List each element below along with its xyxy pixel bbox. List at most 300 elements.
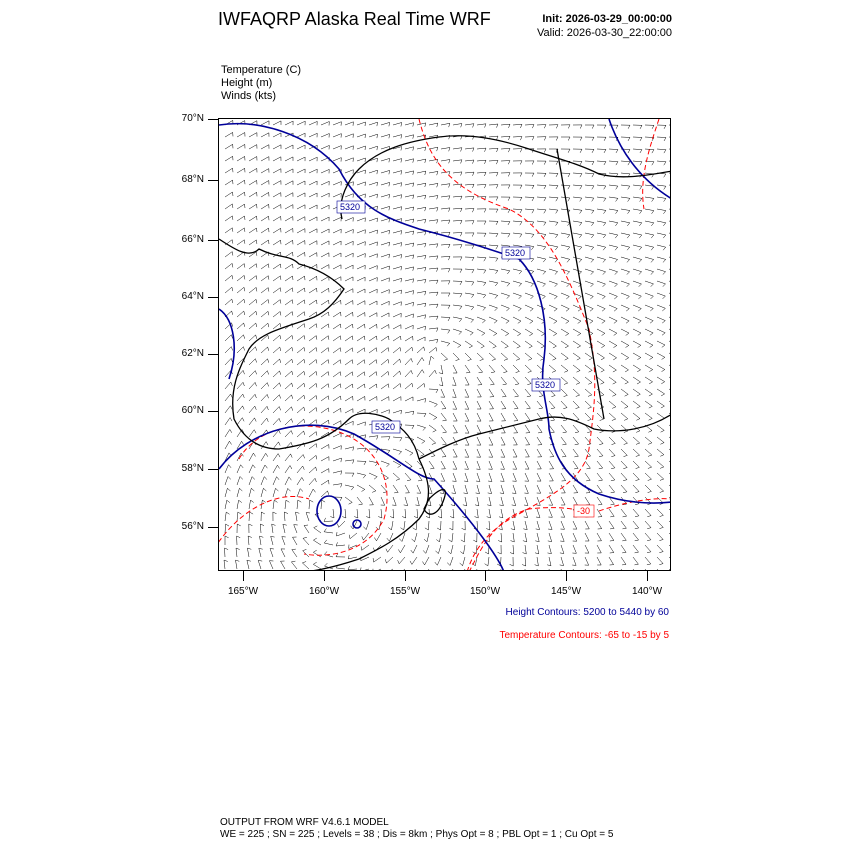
wind-barb bbox=[621, 461, 627, 468]
wind-barb-feather bbox=[427, 505, 431, 506]
wind-barb bbox=[537, 473, 541, 481]
wind-barb-feather bbox=[304, 347, 305, 351]
wind-barb bbox=[393, 123, 402, 126]
wind-barb-feather bbox=[426, 516, 430, 518]
wind-barb-feather bbox=[442, 444, 446, 445]
wind-barb-feather bbox=[523, 541, 527, 542]
wind-barb bbox=[369, 313, 377, 317]
wind-barb-feather bbox=[614, 309, 617, 312]
wind-barb bbox=[438, 545, 441, 554]
wind-barb-feather bbox=[649, 382, 653, 384]
wind-barb-feather bbox=[496, 258, 498, 261]
wind-barb bbox=[436, 569, 441, 571]
wind-barb bbox=[336, 568, 345, 569]
wind-barb bbox=[585, 161, 594, 162]
wind-barb-feather bbox=[390, 517, 394, 519]
wind-barb bbox=[345, 497, 352, 502]
wind-barb-feather bbox=[495, 283, 498, 286]
wind-barb-feather bbox=[328, 360, 329, 364]
wind-barb-feather bbox=[556, 173, 558, 177]
wind-barb-feather bbox=[289, 477, 291, 480]
wind-barb-feather bbox=[340, 497, 342, 501]
wind-barb bbox=[657, 401, 664, 406]
wind-barb-feather bbox=[603, 223, 605, 226]
wind-barb bbox=[237, 323, 244, 329]
wind-barb-feather bbox=[637, 394, 641, 396]
wind-barb-feather bbox=[541, 346, 545, 348]
wind-barb bbox=[537, 221, 546, 222]
wind-barb bbox=[282, 537, 285, 545]
wind-barb bbox=[249, 287, 256, 293]
wind-barb bbox=[441, 244, 450, 245]
wind-barb-feather bbox=[328, 384, 329, 388]
wind-barb-feather bbox=[527, 396, 531, 397]
wind-barb-feather bbox=[385, 559, 386, 563]
wind-barb-feather bbox=[304, 395, 305, 399]
wind-barb-feather bbox=[340, 372, 341, 376]
wind-barb-feather bbox=[509, 124, 511, 128]
temperature-label: -30 bbox=[577, 506, 591, 516]
wind-barb-feather bbox=[660, 443, 664, 445]
wind-barb-feather bbox=[399, 539, 402, 542]
wind-barb-feather bbox=[648, 479, 652, 480]
wind-barb-feather bbox=[556, 186, 558, 189]
wind-barb bbox=[261, 133, 269, 137]
wind-barb-feather bbox=[386, 549, 388, 553]
wind-barb-feather bbox=[401, 135, 402, 139]
wind-barb-feather bbox=[624, 407, 628, 409]
wind-barb bbox=[281, 549, 285, 557]
wind-barb bbox=[261, 406, 267, 413]
wind-barb bbox=[405, 231, 414, 233]
wind-barb bbox=[453, 389, 456, 397]
wind-barb-feather bbox=[471, 307, 474, 310]
wind-barb bbox=[645, 545, 651, 552]
wind-barb bbox=[453, 473, 456, 481]
wind-barb bbox=[261, 157, 269, 161]
wind-barb bbox=[669, 557, 671, 563]
wind-barb-feather bbox=[373, 558, 374, 562]
wind-barb bbox=[429, 370, 435, 377]
wind-barb bbox=[271, 536, 273, 545]
wind-barb-feather bbox=[365, 170, 366, 174]
wind-barb bbox=[561, 329, 569, 334]
wind-barb-feather bbox=[437, 339, 438, 343]
wind-barb-feather bbox=[324, 552, 327, 555]
wind-barb bbox=[537, 197, 546, 198]
wind-barb-feather bbox=[231, 394, 233, 398]
wind-barb bbox=[585, 545, 589, 553]
wind-barb-feather bbox=[580, 186, 582, 189]
wind-barb bbox=[525, 473, 529, 481]
wind-barb bbox=[609, 389, 616, 395]
wind-barb-feather bbox=[286, 500, 289, 502]
wind-barb bbox=[292, 550, 297, 557]
wind-barb-feather bbox=[531, 259, 534, 262]
wind-barb bbox=[597, 281, 606, 284]
wind-barb bbox=[501, 245, 510, 246]
wind-barb bbox=[249, 133, 257, 137]
wind-barb bbox=[297, 121, 305, 125]
wind-barb bbox=[333, 446, 341, 449]
wind-barb-feather bbox=[567, 247, 570, 250]
wind-barb-feather bbox=[263, 488, 266, 491]
wind-barb-feather bbox=[260, 524, 264, 526]
wind-barb bbox=[633, 209, 642, 211]
wind-barb bbox=[273, 181, 281, 185]
wind-barb bbox=[657, 473, 664, 479]
wind-barb bbox=[321, 480, 329, 485]
wind-barb bbox=[489, 473, 492, 482]
wind-barb bbox=[357, 473, 366, 475]
wind-barb-feather bbox=[636, 455, 640, 456]
wind-barb-feather bbox=[563, 408, 567, 409]
wind-barb bbox=[225, 252, 232, 257]
wind-barb bbox=[313, 540, 321, 545]
wind-barb bbox=[513, 521, 515, 530]
wind-barb bbox=[549, 293, 557, 296]
wind-barb bbox=[398, 569, 405, 571]
wind-barb-feather bbox=[578, 321, 581, 323]
wind-barb-feather bbox=[538, 432, 542, 433]
wind-barb-feather bbox=[268, 347, 269, 351]
wind-barb bbox=[501, 124, 510, 125]
wind-barb bbox=[597, 293, 605, 296]
wind-barb bbox=[345, 409, 353, 413]
wind-barb bbox=[405, 291, 414, 293]
wind-barb-feather bbox=[471, 320, 474, 323]
wind-barb-feather bbox=[615, 223, 617, 226]
wind-barb bbox=[645, 257, 654, 260]
wind-barb bbox=[585, 221, 594, 223]
wind-barb bbox=[237, 275, 244, 281]
wind-barb-feather bbox=[484, 209, 486, 213]
wind-barb-feather bbox=[411, 358, 412, 362]
wind-barb-feather bbox=[604, 125, 606, 129]
wind-barb-feather bbox=[553, 359, 557, 361]
wind-barb-feather bbox=[377, 206, 378, 210]
wind-barb bbox=[441, 123, 450, 125]
height-contours bbox=[219, 119, 671, 571]
wind-barb-feather bbox=[256, 323, 257, 327]
wind-barb-feather bbox=[422, 441, 425, 443]
wind-barb bbox=[501, 437, 505, 445]
wind-barb-feather bbox=[626, 345, 629, 347]
wind-barb-feather bbox=[460, 281, 462, 285]
wind-barb bbox=[345, 336, 352, 341]
wind-barb-feather bbox=[413, 123, 414, 127]
wind-barb bbox=[453, 485, 456, 494]
wind-barb-feather bbox=[265, 465, 267, 468]
wind-barb bbox=[633, 401, 640, 406]
wind-barb bbox=[417, 291, 426, 293]
wind-barb-feather bbox=[268, 311, 269, 315]
wind-barb bbox=[669, 257, 671, 259]
field-height: Height (m) bbox=[221, 77, 273, 89]
wind-barb-feather bbox=[638, 296, 641, 299]
wind-barb bbox=[237, 240, 244, 245]
wind-barb-feather bbox=[487, 505, 491, 506]
wind-barb bbox=[405, 358, 411, 365]
wind-barb bbox=[321, 360, 328, 365]
wind-barb bbox=[585, 521, 589, 529]
wind-barb bbox=[453, 160, 462, 161]
wind-barb-feather bbox=[591, 235, 594, 238]
wind-barb bbox=[453, 196, 462, 197]
wind-barb-feather bbox=[290, 466, 292, 470]
wind-barb bbox=[369, 170, 378, 173]
wind-barb-feather bbox=[532, 185, 534, 189]
wind-barb-feather bbox=[663, 223, 666, 226]
wind-barb bbox=[321, 445, 329, 450]
wind-barb bbox=[513, 533, 514, 542]
wind-barb bbox=[477, 160, 486, 161]
wind-barb bbox=[453, 449, 457, 457]
wind-barb bbox=[405, 147, 414, 149]
wind-barb bbox=[669, 509, 671, 515]
lat-label-64n: 64°N bbox=[181, 291, 204, 302]
wind-barb-feather bbox=[437, 328, 438, 332]
wind-barb bbox=[573, 449, 578, 456]
wind-barb-feather bbox=[651, 247, 654, 250]
wind-barb-feather bbox=[651, 284, 654, 287]
wind-barb bbox=[345, 509, 346, 518]
wind-barb bbox=[313, 552, 321, 557]
wind-barb bbox=[549, 509, 552, 517]
wind-barb bbox=[669, 533, 671, 539]
wind-barb bbox=[561, 293, 569, 296]
wind-barb-feather bbox=[564, 383, 568, 385]
wind-barb-feather bbox=[292, 312, 293, 316]
wind-barb-feather bbox=[530, 309, 533, 312]
wind-barb bbox=[405, 183, 414, 185]
wind-barb-feather bbox=[425, 207, 426, 211]
wind-barb bbox=[513, 137, 522, 138]
wind-barb bbox=[489, 353, 496, 359]
wind-barb bbox=[249, 488, 251, 497]
wind-barb-feather bbox=[592, 137, 594, 141]
wind-barb-feather bbox=[232, 275, 233, 279]
wind-barb bbox=[261, 359, 268, 365]
wind-barb-feather bbox=[555, 235, 558, 238]
wind-barb-feather bbox=[415, 505, 419, 506]
wind-barb bbox=[645, 377, 653, 382]
wind-barb-feather bbox=[512, 493, 516, 494]
wind-barb-feather bbox=[536, 529, 540, 530]
wind-barb-feather bbox=[502, 396, 506, 397]
wind-barb bbox=[465, 209, 474, 210]
wind-barb bbox=[247, 548, 249, 557]
wind-barb bbox=[669, 281, 671, 284]
wind-barb-feather bbox=[425, 255, 426, 259]
wind-barb bbox=[285, 488, 288, 497]
wind-barb bbox=[345, 312, 353, 317]
wind-barb bbox=[633, 161, 642, 162]
wind-barb-feather bbox=[648, 491, 652, 492]
wind-barb-feather bbox=[627, 260, 630, 263]
wind-barb-feather bbox=[340, 360, 341, 364]
wind-barb bbox=[465, 473, 468, 482]
wind-barb-feather bbox=[272, 524, 276, 525]
wind-barb bbox=[657, 221, 666, 223]
wind-barb-feather bbox=[628, 186, 630, 189]
wind-barb bbox=[405, 411, 414, 413]
wind-barb-feather bbox=[612, 395, 616, 397]
wind-barb-feather bbox=[505, 334, 508, 336]
wind-barb bbox=[225, 500, 227, 509]
wind-barb-feather bbox=[244, 311, 245, 315]
wind-barb bbox=[273, 418, 279, 425]
wind-barb-feather bbox=[413, 135, 414, 139]
wind-barb-feather bbox=[456, 359, 460, 360]
wind-barb-feather bbox=[647, 528, 651, 529]
wind-barb bbox=[609, 281, 618, 284]
wind-barb bbox=[621, 269, 630, 272]
wind-barb-feather bbox=[225, 548, 229, 550]
wind-barb bbox=[405, 219, 414, 221]
wind-barb-feather bbox=[364, 360, 365, 364]
wind-barb bbox=[261, 276, 268, 281]
wind-barb bbox=[501, 281, 510, 283]
wind-barb-feather bbox=[538, 420, 542, 421]
wind-barb bbox=[417, 219, 426, 221]
wind-barb bbox=[464, 533, 465, 542]
wind-barb bbox=[381, 158, 390, 161]
wind-barb bbox=[381, 509, 382, 518]
wind-barb bbox=[357, 277, 365, 281]
wind-barb bbox=[402, 533, 405, 542]
wind-barb bbox=[437, 557, 441, 565]
wind-barb bbox=[321, 300, 329, 305]
wind-barb bbox=[333, 146, 341, 149]
wind-barb-feather bbox=[603, 260, 606, 263]
wind-barb bbox=[297, 300, 304, 305]
wind-barb bbox=[321, 336, 328, 341]
wind-barb-feather bbox=[389, 122, 390, 126]
wind-barb-feather bbox=[553, 346, 557, 348]
wind-barb bbox=[645, 557, 651, 564]
wind-barb-feather bbox=[481, 346, 485, 348]
wind-barb bbox=[597, 353, 605, 358]
wind-barb-feather bbox=[401, 231, 402, 235]
wind-barb-feather bbox=[328, 396, 329, 400]
wind-barb-feather bbox=[548, 529, 552, 530]
wind-barb bbox=[645, 473, 652, 479]
wind-barb-feather bbox=[396, 479, 400, 480]
wind-barb-feather bbox=[586, 480, 590, 481]
wind-barb-feather bbox=[555, 272, 558, 275]
wind-barb-feather bbox=[636, 431, 640, 433]
wind-barb bbox=[549, 545, 551, 554]
wind-barb bbox=[248, 536, 249, 545]
wind-barb-feather bbox=[377, 218, 378, 222]
wind-barb bbox=[303, 538, 309, 545]
wind-barb-feather bbox=[413, 147, 414, 151]
lat-label-60n: 60°N bbox=[181, 405, 204, 416]
wind-barb-feather bbox=[544, 173, 546, 177]
wind-barb bbox=[405, 370, 411, 377]
wind-barb-feather bbox=[496, 160, 498, 164]
wind-barb-feather bbox=[626, 296, 629, 299]
wind-barb-feather bbox=[600, 395, 604, 397]
wind-barb-feather bbox=[638, 333, 641, 335]
wind-barb bbox=[645, 281, 654, 284]
wind-barb bbox=[345, 265, 353, 269]
wind-barb-feather bbox=[351, 487, 354, 490]
wind-barb bbox=[441, 449, 446, 457]
wind-barb-feather bbox=[602, 309, 605, 312]
wind-barb bbox=[465, 341, 473, 346]
wind-barb bbox=[621, 521, 626, 528]
wind-barb bbox=[537, 497, 540, 505]
wind-barb bbox=[237, 133, 245, 138]
wind-barb bbox=[405, 397, 413, 401]
wind-barb-feather bbox=[249, 524, 253, 526]
wind-barb bbox=[585, 413, 591, 419]
wind-barb bbox=[477, 341, 484, 346]
wind-barb bbox=[513, 329, 521, 334]
wind-barb-feather bbox=[627, 247, 630, 250]
wind-barb-feather bbox=[430, 468, 434, 469]
wind-barb bbox=[309, 121, 317, 125]
wind-barb bbox=[475, 569, 478, 571]
wind-barb-feather bbox=[365, 158, 366, 162]
wind-barb-feather bbox=[422, 358, 424, 362]
wind-barb-feather bbox=[482, 320, 485, 323]
wind-barb-feather bbox=[511, 529, 515, 530]
wind-barb bbox=[669, 293, 671, 296]
wind-barb bbox=[381, 461, 389, 464]
wind-barb-feather bbox=[516, 359, 520, 361]
wind-barb bbox=[561, 521, 565, 529]
wind-barb bbox=[537, 329, 545, 334]
wind-barb bbox=[585, 497, 590, 505]
wind-barb bbox=[561, 245, 570, 247]
wind-barb-feather bbox=[425, 147, 426, 151]
wind-barb bbox=[573, 197, 582, 198]
wind-barb-feather bbox=[313, 489, 315, 492]
wind-barb-feather bbox=[300, 489, 303, 492]
wind-barb bbox=[309, 324, 316, 329]
wind-barb bbox=[597, 209, 606, 210]
wind-barb-feather bbox=[638, 321, 641, 323]
wind-barb bbox=[273, 169, 281, 173]
wind-barb-feather bbox=[625, 394, 629, 396]
wind-barb bbox=[405, 267, 414, 269]
wind-barb-feather bbox=[461, 148, 462, 152]
wind-barb-feather bbox=[662, 345, 665, 347]
wind-barb bbox=[609, 185, 618, 186]
wind-barb-feather bbox=[494, 321, 497, 324]
wind-barb-feather bbox=[539, 408, 543, 409]
wind-barb bbox=[633, 293, 641, 296]
temperature-contour bbox=[599, 499, 671, 511]
wind-barb-feather bbox=[292, 359, 293, 363]
wind-barb bbox=[381, 230, 390, 233]
wind-barb-feather bbox=[553, 334, 556, 336]
wind-barb bbox=[386, 569, 394, 571]
wind-barb bbox=[669, 449, 671, 455]
wind-barb bbox=[585, 473, 590, 480]
wind-barb bbox=[369, 397, 377, 402]
wind-barb-feather bbox=[647, 552, 651, 553]
wind-barb bbox=[645, 485, 651, 491]
wind-barb-feather bbox=[423, 428, 426, 431]
wind-barb-feather bbox=[244, 323, 245, 327]
wind-barb bbox=[657, 293, 665, 296]
wind-barb bbox=[657, 161, 666, 162]
wind-barb-feather bbox=[398, 549, 400, 552]
